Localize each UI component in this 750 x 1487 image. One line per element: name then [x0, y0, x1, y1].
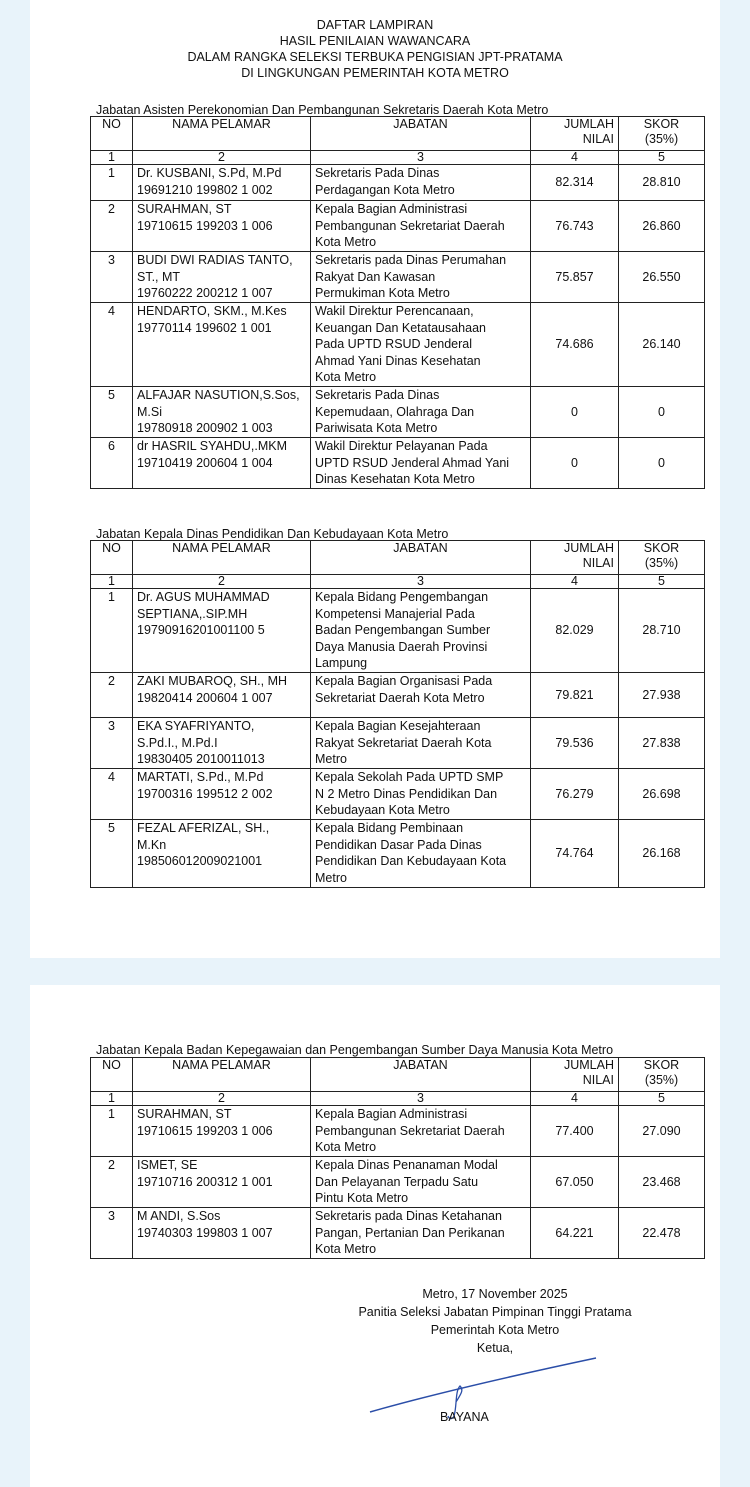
column-index-row: [91, 575, 705, 589]
col-header-skor: [619, 1058, 705, 1092]
nama-line: ST., MT: [137, 269, 181, 284]
cell-nama-pelamar: [133, 303, 311, 387]
nama-line: M ANDI, S.Sos: [137, 1209, 221, 1223]
cell-jumlah-nilai: 64.221: [531, 1208, 619, 1259]
cell-nama-pelamar: [133, 820, 311, 888]
cell-jabatan: [311, 438, 531, 489]
jabatan-line: Kepala Bagian Kesejahteraan: [315, 719, 481, 733]
cell-jumlah-nilai: 76.279: [531, 769, 619, 820]
column-index-cell: 5: [619, 1092, 705, 1106]
table-header-row: [91, 1058, 705, 1092]
cell-skor: 0: [619, 387, 705, 438]
col-header-skor-line-1: SKOR: [643, 117, 680, 131]
nama-line: ISMET, SE: [137, 1158, 198, 1172]
col-header-jumlah-line-2: NILAI: [582, 1073, 614, 1087]
jabatan-line: Dan Pelayanan Terpadu Satu: [315, 1174, 479, 1189]
cell-nama-pelamar: [133, 718, 311, 769]
column-index-cell: 5: [619, 151, 705, 165]
table-row: [91, 718, 705, 769]
cell-jumlah-nilai: 82.314: [531, 165, 619, 201]
col-header-jumlah-line-1: JUMLAH: [563, 117, 614, 131]
place-date: Metro, 17 November 2025: [422, 1287, 568, 1301]
jabatan-line: Kota Metro: [315, 235, 377, 249]
cell-no: 2: [91, 201, 133, 252]
jabatan-line: Kepala Dinas Penanaman Modal: [315, 1158, 498, 1172]
signatory-role: Ketua,: [476, 1341, 514, 1355]
cell-no: 3: [91, 252, 133, 303]
cell-skor: 27.938: [619, 673, 705, 718]
header-line-3: DALAM RANGKA SELEKSI TERBUKA PENGISIAN JPT-PRATAMA: [187, 50, 563, 64]
cell-jumlah-nilai: 0: [531, 438, 619, 489]
column-index-cell: 2: [133, 151, 311, 165]
nama-line: 198506012009021001: [137, 854, 263, 868]
header-line-4: DI LINGKUNGAN PEMERINTAH KOTA METRO: [241, 66, 509, 80]
header-line-2: HASIL PENILAIAN WAWANCARA: [279, 34, 471, 48]
table-row: [91, 673, 705, 718]
jabatan-line: Kepala Bidang Pengembangan: [315, 590, 489, 604]
cell-jabatan: [311, 589, 531, 673]
col-header-jumlah-line-2: NILAI: [582, 556, 614, 570]
column-index-cell: 3: [311, 151, 531, 165]
jabatan-line: Lampung: [315, 656, 368, 670]
cell-skor: 27.090: [619, 1106, 705, 1157]
col-header-skor-line-2: (35%): [644, 132, 679, 146]
jabatan-line: Sekretaris pada Dinas Perumahan: [315, 253, 507, 267]
cell-no: 3: [91, 1208, 133, 1259]
nama-line: HENDARTO, SKM., M.Kes: [137, 304, 287, 318]
table-header-row: [91, 117, 705, 151]
cell-jabatan: [311, 252, 531, 303]
cell-jabatan: [311, 1157, 531, 1208]
cell-no: 5: [91, 387, 133, 438]
cell-skor: 0: [619, 438, 705, 489]
jabatan-line: Kepala Sekolah Pada UPTD SMP: [315, 770, 504, 784]
column-index-cell: 2: [133, 575, 311, 589]
jabatan-line: Kota Metro: [315, 1140, 377, 1154]
cell-skor: 26.550: [619, 252, 705, 303]
cell-skor: 23.468: [619, 1157, 705, 1208]
nama-line: SURAHMAN, ST: [137, 202, 232, 216]
cell-jumlah-nilai: 74.764: [531, 820, 619, 888]
nama-line: 19760222 200212 1 007: [137, 286, 273, 300]
jabatan-line: Wakil Direktur Pelayanan Pada: [315, 439, 488, 453]
cell-skor: 26.168: [619, 820, 705, 888]
nama-line: 19710419 200604 1 004: [137, 455, 273, 470]
cell-nama-pelamar: [133, 252, 311, 303]
cell-jabatan: [311, 1208, 531, 1259]
jabatan-line: Pangan, Pertanian Dan Perikanan: [315, 1225, 505, 1240]
cell-nama-pelamar: [133, 1157, 311, 1208]
cell-nama-pelamar: [133, 1208, 311, 1259]
cell-jumlah-nilai: 74.686: [531, 303, 619, 387]
results-table-3: [90, 1057, 705, 1259]
nama-line: 19691210 199802 1 002: [137, 182, 273, 197]
col-header-no: NO: [91, 541, 133, 575]
cell-nama-pelamar: [133, 165, 311, 201]
section-title-3: Jabatan Kepala Badan Kepegawaian dan Pengembangan Sumber Daya Manusia Kota Metro: [96, 1043, 614, 1057]
signature-block: [300, 1285, 690, 1357]
committee-name: Panitia Seleksi Jabatan Pimpinan Tinggi Pratama: [358, 1305, 632, 1319]
nama-line: 19820414 200604 1 007: [137, 690, 273, 705]
jabatan-line: Pada UPTD RSUD Jenderal: [315, 337, 473, 351]
table-row: [91, 1208, 705, 1259]
cell-no: 5: [91, 820, 133, 888]
section-title-1: Jabatan Asisten Perekonomian Dan Pembangunan Sekretaris Daerah Kota Metro: [96, 103, 549, 117]
col-header-jumlah-nilai: [531, 541, 619, 575]
nama-line: BUDI DWI RADIAS TANTO,: [137, 253, 293, 267]
table-row: [91, 820, 705, 888]
col-header-no: NO: [91, 1058, 133, 1092]
table-header-row: [91, 541, 705, 575]
column-index-cell: 5: [619, 575, 705, 589]
jabatan-line: Ahmad Yani Dinas Kesehatan: [315, 353, 481, 368]
signatory-name: BAYANA: [440, 1410, 489, 1424]
column-index-cell: 1: [91, 1092, 133, 1106]
jabatan-line: Pendidikan Dasar Pada Dinas: [315, 837, 482, 852]
column-index-cell: 3: [311, 1092, 531, 1106]
cell-nama-pelamar: [133, 438, 311, 489]
jabatan-line: Pariwisata Kota Metro: [315, 421, 438, 435]
results-table-2: [90, 540, 705, 888]
cell-no: 4: [91, 303, 133, 387]
col-header-skor: [619, 117, 705, 151]
cell-no: 2: [91, 1157, 133, 1208]
jabatan-line: Keuangan Dan Ketatausahaan: [315, 320, 486, 335]
cell-jabatan: [311, 718, 531, 769]
column-index-cell: 2: [133, 1092, 311, 1106]
col-header-jumlah-line-1: JUMLAH: [563, 1058, 614, 1072]
col-header-skor-line-2: (35%): [644, 556, 679, 570]
jabatan-line: Kepemudaan, Olahraga Dan: [315, 404, 475, 419]
jabatan-line: Rakyat Dan Kawasan: [315, 269, 436, 284]
cell-jabatan: [311, 769, 531, 820]
col-header-jabatan: JABATAN: [311, 117, 531, 151]
cell-no: 3: [91, 718, 133, 769]
col-header-jabatan: JABATAN: [311, 1058, 531, 1092]
jabatan-line: Daya Manusia Daerah Provinsi: [315, 639, 488, 654]
nama-line: Dr. AGUS MUHAMMAD: [137, 590, 270, 604]
col-header-nama: NAMA PELAMAR: [133, 1058, 311, 1092]
cell-no: 6: [91, 438, 133, 489]
col-header-skor-line-1: SKOR: [643, 541, 680, 555]
jabatan-line: Kota Metro: [315, 370, 377, 384]
cell-nama-pelamar: [133, 387, 311, 438]
jabatan-line: Rakyat Sekretariat Daerah Kota: [315, 735, 492, 750]
nama-line: S.Pd.I., M.Pd.I: [137, 735, 218, 750]
jabatan-line: Metro: [315, 870, 347, 885]
cell-jabatan: [311, 201, 531, 252]
cell-nama-pelamar: [133, 673, 311, 718]
nama-line: 19700316 199512 2 002: [137, 786, 273, 801]
cell-skor: 28.710: [619, 589, 705, 673]
jabatan-line: Pintu Kota Metro: [315, 1191, 409, 1205]
jabatan-line: Kompetensi Manajerial Pada: [315, 606, 475, 621]
jabatan-line: Kota Metro: [315, 1242, 377, 1256]
cell-jumlah-nilai: 77.400: [531, 1106, 619, 1157]
cell-jumlah-nilai: 67.050: [531, 1157, 619, 1208]
table-row: [91, 1157, 705, 1208]
cell-jumlah-nilai: 82.029: [531, 589, 619, 673]
column-index-row: [91, 151, 705, 165]
nama-line: dr HASRIL SYAHDU,.MKM: [137, 439, 288, 453]
column-index-cell: 4: [531, 151, 619, 165]
nama-line: FEZAL AFERIZAL, SH.,: [137, 821, 270, 835]
jabatan-line: Metro: [315, 752, 347, 766]
nama-line: M.Kn: [137, 837, 167, 852]
document-page-2: [30, 985, 720, 1487]
nama-line: 19780918 200902 1 003: [137, 421, 273, 435]
jabatan-line: N 2 Metro Dinas Pendidikan Dan: [315, 786, 498, 801]
cell-no: 1: [91, 1106, 133, 1157]
cell-no: 4: [91, 769, 133, 820]
table-row: [91, 769, 705, 820]
jabatan-line: Sekretaris Pada Dinas: [315, 166, 440, 180]
cell-nama-pelamar: [133, 769, 311, 820]
jabatan-line: Sekretaris Pada Dinas: [315, 388, 440, 402]
nama-line: 19710615 199203 1 006: [137, 218, 273, 233]
cell-skor: 26.860: [619, 201, 705, 252]
nama-line: ALFAJAR NASUTION,S.Sos,: [137, 388, 300, 402]
nama-line: MARTATI, S.Pd., M.Pd: [137, 770, 264, 784]
column-index-row: [91, 1092, 705, 1106]
col-header-jumlah-nilai: [531, 1058, 619, 1092]
column-index-cell: 3: [311, 575, 531, 589]
nama-line: 19770114 199602 1 001: [137, 320, 272, 335]
cell-jumlah-nilai: 75.857: [531, 252, 619, 303]
cell-skor: 26.140: [619, 303, 705, 387]
government-name: Pemerintah Kota Metro: [430, 1323, 560, 1337]
cell-jumlah-nilai: 79.536: [531, 718, 619, 769]
jabatan-line: Sekretaris pada Dinas Ketahanan: [315, 1209, 502, 1223]
cell-jabatan: [311, 820, 531, 888]
jabatan-line: Badan Pengembangan Sumber: [315, 623, 491, 637]
nama-line: SURAHMAN, ST: [137, 1107, 232, 1121]
jabatan-line: UPTD RSUD Jenderal Ahmad Yani: [315, 455, 510, 470]
cell-jumlah-nilai: 76.743: [531, 201, 619, 252]
jabatan-line: Kepala Bidang Pembinaan: [315, 821, 464, 835]
col-header-jumlah-nilai: [531, 117, 619, 151]
jabatan-line: Permukiman Kota Metro: [315, 286, 450, 300]
jabatan-line: Dinas Kesehatan Kota Metro: [315, 472, 475, 486]
cell-jabatan: [311, 387, 531, 438]
nama-line: 19740303 199803 1 007: [137, 1225, 273, 1240]
jabatan-line: Kebudayaan Kota Metro: [315, 803, 450, 817]
nama-line: 19790916201001100 5: [137, 623, 265, 637]
document-page-1: [30, 0, 720, 958]
cell-skor: 22.478: [619, 1208, 705, 1259]
jabatan-line: Wakil Direktur Perencanaan,: [315, 304, 474, 318]
col-header-jumlah-line-2: NILAI: [582, 132, 614, 146]
header-line-1: DAFTAR LAMPIRAN: [316, 18, 434, 32]
cell-jumlah-nilai: 79.821: [531, 673, 619, 718]
cell-jabatan: [311, 673, 531, 718]
jabatan-line: Sekretariat Daerah Kota Metro: [315, 690, 485, 705]
col-header-skor: [619, 541, 705, 575]
jabatan-line: Pembangunan Sekretariat Daerah: [315, 1123, 505, 1138]
table-row: [91, 201, 705, 252]
nama-line: EKA SYAFRIYANTO,: [137, 719, 255, 733]
document-header: [30, 17, 720, 81]
nama-line: 19710716 200312 1 001: [137, 1174, 273, 1189]
column-index-cell: 4: [531, 1092, 619, 1106]
cell-no: 1: [91, 165, 133, 201]
cell-no: 2: [91, 673, 133, 718]
col-header-skor-line-2: (35%): [644, 1073, 679, 1087]
nama-line: 19710615 199203 1 006: [137, 1123, 273, 1138]
column-index-cell: 4: [531, 575, 619, 589]
nama-line: M.Si: [137, 404, 162, 419]
table-row: [91, 303, 705, 387]
cell-skor: 26.698: [619, 769, 705, 820]
col-header-nama: NAMA PELAMAR: [133, 117, 311, 151]
cell-jumlah-nilai: 0: [531, 387, 619, 438]
cell-jabatan: [311, 1106, 531, 1157]
table-row: [91, 589, 705, 673]
section-title-2: Jabatan Kepala Dinas Pendidikan Dan Kebudayaan Kota Metro: [96, 527, 449, 541]
col-header-no: NO: [91, 117, 133, 151]
col-header-jabatan: JABATAN: [311, 541, 531, 575]
column-index-cell: 1: [91, 151, 133, 165]
jabatan-line: Perdagangan Kota Metro: [315, 182, 455, 197]
jabatan-line: Pendidikan Dan Kebudayaan Kota: [315, 854, 507, 868]
results-table-1: [90, 116, 705, 489]
col-header-nama: NAMA PELAMAR: [133, 541, 311, 575]
cell-nama-pelamar: [133, 201, 311, 252]
cell-jabatan: [311, 165, 531, 201]
table-row: [91, 387, 705, 438]
cell-skor: 27.838: [619, 718, 705, 769]
cell-no: 1: [91, 589, 133, 673]
col-header-jumlah-line-1: JUMLAH: [563, 541, 614, 555]
cell-jabatan: [311, 303, 531, 387]
jabatan-line: Kepala Bagian Organisasi Pada: [315, 674, 493, 688]
cell-nama-pelamar: [133, 1106, 311, 1157]
jabatan-line: Kepala Bagian Administrasi: [315, 1107, 468, 1121]
table-row: [91, 438, 705, 489]
nama-line: SEPTIANA,.SIP.MH: [137, 606, 248, 621]
table-row: [91, 1106, 705, 1157]
nama-line: Dr. KUSBANI, S.Pd, M.Pd: [137, 166, 282, 180]
jabatan-line: Pembangunan Sekretariat Daerah: [315, 218, 505, 233]
table-row: [91, 165, 705, 201]
nama-line: ZAKI MUBAROQ, SH., MH: [137, 674, 288, 688]
nama-line: 19830405 2010011013: [137, 752, 265, 766]
jabatan-line: Kepala Bagian Administrasi: [315, 202, 468, 216]
cell-nama-pelamar: [133, 589, 311, 673]
column-index-cell: 1: [91, 575, 133, 589]
col-header-skor-line-1: SKOR: [643, 1058, 680, 1072]
table-row: [91, 252, 705, 303]
cell-skor: 28.810: [619, 165, 705, 201]
